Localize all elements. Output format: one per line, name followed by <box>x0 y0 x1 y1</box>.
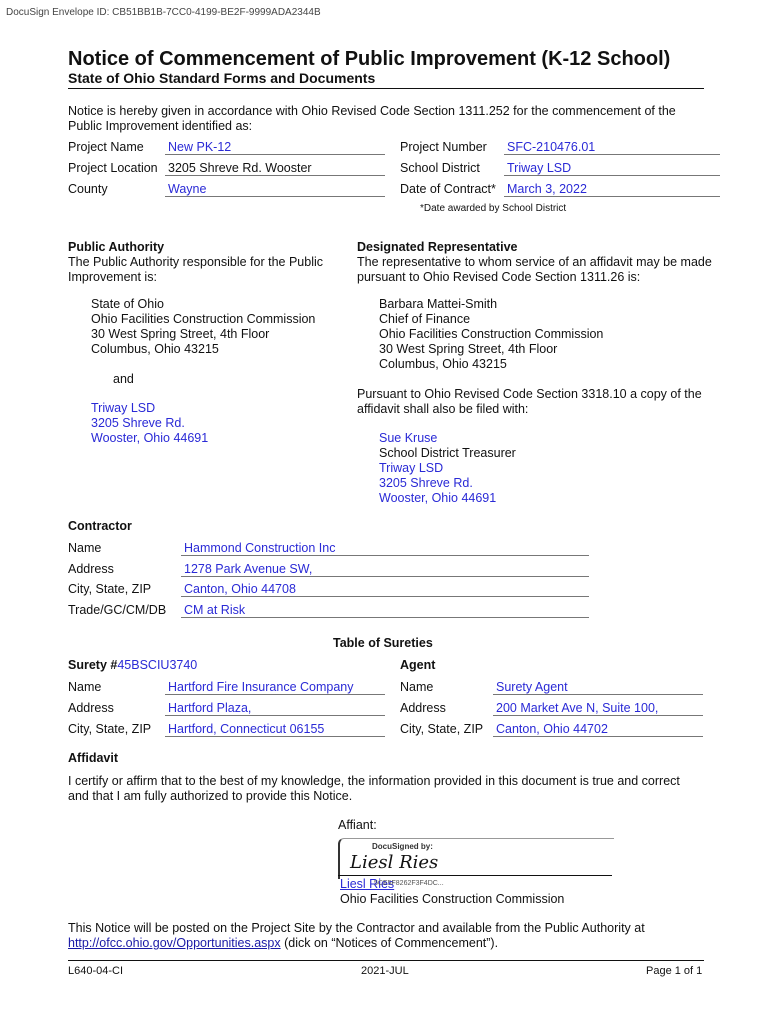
address-line: Ohio Facilities Construction Commission <box>379 327 604 341</box>
sureties-heading: Table of Sureties <box>333 636 433 650</box>
public-authority-desc-2: Improvement is: <box>68 270 157 284</box>
treasurer-name: Sue Kruse <box>379 431 438 445</box>
affidavit-text-2: and that I am fully authorized to provide this Notice. <box>68 789 353 803</box>
surety-address-label: Address <box>68 701 114 715</box>
designated-rep-desc-2: pursuant to Ohio Revised Code Section 1311.26 is: <box>357 270 641 284</box>
pursuant-text-2: affidavit shall also be filed with: <box>357 402 529 416</box>
contractor-name-value[interactable]: Hammond Construction Inc <box>181 540 589 556</box>
surety-name-value[interactable]: Hartford Fire Insurance Company <box>165 679 385 695</box>
address-line: Ohio Facilities Construction Commission <box>91 312 316 326</box>
agent-address-label: Address <box>400 701 446 715</box>
contractor-address-value[interactable]: 1278 Park Avenue SW, <box>181 561 589 577</box>
contractor-city-label: City, State, ZIP <box>68 582 152 596</box>
county-value[interactable]: Wayne <box>165 181 385 197</box>
designated-rep-address <box>379 297 603 372</box>
signature-line <box>338 875 612 876</box>
address-line: Wooster, Ohio 44691 <box>379 491 497 505</box>
contractor-address-label: Address <box>68 562 114 576</box>
affidavit-text-1: I certify or affirm that to the best of my knowledge, the information provided in this document is true and correct <box>68 774 680 788</box>
contract-date-footnote: *Date awarded by School District <box>420 203 567 214</box>
address-line: Triway LSD <box>379 461 444 475</box>
contractor-city-value[interactable]: Canton, Ohio 44708 <box>181 581 589 597</box>
agent-name-label: Name <box>400 680 434 694</box>
address-line: Triway LSD <box>91 401 156 415</box>
address-line: State of Ohio <box>91 297 164 311</box>
project-location-value[interactable]: 3205 Shreve Rd. Wooster <box>165 160 385 176</box>
page-subtitle: State of Ohio Standard Forms and Documents <box>68 70 376 86</box>
public-authority-heading: Public Authority <box>68 240 165 254</box>
date-of-contract-label: Date of Contract* <box>400 182 496 196</box>
surety-name-label: Name <box>68 680 102 694</box>
surety-address-value[interactable]: Hartford Plaza, <box>165 700 385 716</box>
signer-id: 5CE5F8262F3F4DC... <box>374 880 444 887</box>
contractor-name-label: Name <box>68 541 102 555</box>
public-authority-address <box>91 297 315 357</box>
contractor-heading: Contractor <box>68 519 132 533</box>
contractor-trade-value[interactable]: CM at Risk <box>181 602 589 618</box>
surety-number-value: 45BSCIU3740 <box>117 658 198 672</box>
posting-text-1: This Notice will be posted on the Project Site by the Contractor and available from the Public Authority at <box>68 921 645 935</box>
project-name-label: Project Name <box>68 140 144 154</box>
address-line: Barbara Mattei-Smith <box>379 297 498 311</box>
intro-text: Notice is hereby given in accordance with Ohio Revised Code Section 1311.252 for the commencement of the Public Improvement identified as: <box>68 104 676 133</box>
address-line: 3205 Shreve Rd. <box>91 416 185 430</box>
and-text: and <box>113 372 134 386</box>
surety-label: Surety # <box>68 658 118 672</box>
surety-city-value[interactable]: Hartford, Connecticut 06155 <box>165 721 385 737</box>
project-name-value[interactable]: New PK-12 <box>165 139 385 155</box>
agent-city-label: City, State, ZIP <box>400 722 484 736</box>
school-district-value[interactable]: Triway LSD <box>504 160 720 176</box>
page-title: Notice of Commencement of Public Improvement (K-12 School) <box>68 48 671 70</box>
signer-org: Ohio Facilities Construction Commission <box>340 892 565 906</box>
footer-divider <box>68 960 704 961</box>
surety-number-label <box>68 658 197 672</box>
envelope-id: DocuSign Envelope ID: CB51BB1B-7CC0-4199-BE2F-9999ADA2344B <box>6 7 321 18</box>
address-line: Wooster, Ohio 44691 <box>91 431 209 445</box>
public-authority-desc-1: The Public Authority responsible for the Public <box>68 255 323 269</box>
designated-rep-heading: Designated Representative <box>357 240 518 254</box>
opportunities-link[interactable]: http://ofcc.ohio.gov/Opportunities.aspx <box>68 936 281 950</box>
treasurer-title: School District Treasurer <box>379 446 516 460</box>
agent-city-value[interactable]: Canton, Ohio 44702 <box>493 721 703 737</box>
surety-city-label: City, State, ZIP <box>68 722 152 736</box>
date-of-contract-value[interactable]: March 3, 2022 <box>504 181 720 197</box>
district-address <box>91 401 208 446</box>
agent-name-value[interactable]: Surety Agent <box>493 679 703 695</box>
address-line: Chief of Finance <box>379 312 471 326</box>
docusigned-by-label: DocuSigned by: <box>372 842 433 851</box>
agent-address-value[interactable]: 200 Market Ave N, Suite 100, <box>493 700 703 716</box>
affiant-label: Affiant: <box>338 818 377 832</box>
project-location-label: Project Location <box>68 161 158 175</box>
address-line: 30 West Spring Street, 4th Floor <box>91 327 270 341</box>
project-number-value[interactable]: SFC-210476.01 <box>504 139 720 155</box>
school-district-label: School District <box>400 161 480 175</box>
address-line: 30 West Spring Street, 4th Floor <box>379 342 558 356</box>
affidavit-heading: Affidavit <box>68 751 118 765</box>
county-label: County <box>68 182 108 196</box>
form-id: L640-04-CI <box>68 965 124 977</box>
address-line: 3205 Shreve Rd. <box>379 476 473 490</box>
address-line: Columbus, Ohio 43215 <box>379 357 507 371</box>
treasurer-address <box>379 431 516 506</box>
project-number-label: Project Number <box>400 140 487 154</box>
title-divider <box>68 88 704 89</box>
contractor-trade-label: Trade/GC/CM/DB <box>68 603 167 617</box>
page-number: Page 1 of 1 <box>646 965 703 977</box>
form-date: 2021-JUL <box>361 965 409 977</box>
posting-text-line2 <box>68 936 498 950</box>
agent-heading: Agent <box>400 658 436 672</box>
designated-rep-desc-1: The representative to whom service of an affidavit may be made <box>357 255 712 269</box>
posting-text-2: (dick on “Notices of Commencement”). <box>280 936 499 950</box>
pursuant-text-1: Pursuant to Ohio Revised Code Section 3318.10 a copy of the <box>357 387 702 401</box>
signer-name: Liesl Ries <box>340 877 395 891</box>
signature-image: Liesl Ries <box>350 852 439 873</box>
address-line: Columbus, Ohio 43215 <box>91 342 219 356</box>
